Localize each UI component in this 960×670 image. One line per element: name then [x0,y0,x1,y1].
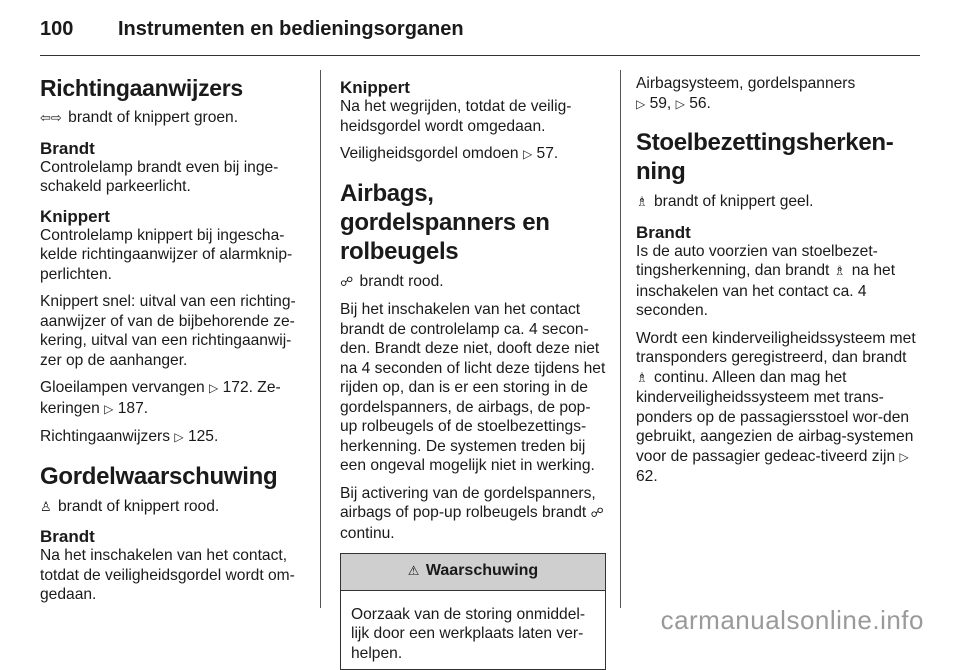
reference-arrow-icon: ▷ [209,381,219,395]
column-2 [340,74,606,670]
warning-text: Oorzaak van de storing onmiddel-lijk door een werkplaats laten ver-helpen. [351,605,586,662]
header-divider [40,55,920,56]
airbag-paragraph-1: Bij het inschakelen van het contact brandt de controlelamp ca. 4 secon-den. Brandt deze niet, dooft deze niet na 4 seconden of licht deze tijdens het rijden op, dan is er een storing in de gordelspanners, de airbags, de pop-up rolbeugels of de stoelbezettings-herkenning. De systemen treden bij een ongeval mogelijk niet in werking. [340,301,606,474]
brandt-2-text: Na het inschakelen van het contact, totdat de veiligheidsgordel wordt om-gedaan. [40,547,295,603]
warning-icon: ⚠ [407,564,420,579]
subheading-knippert-2: Knippert [340,78,410,97]
heading-airbags: Airbags, gordelspanners en rolbeugels [340,179,550,265]
knippert-snel-text: Knippert snel: uitval van een richting-aanwijzer of van de bijbehorende ze-kering, uitval van een richtingaanwij-zer op de aanhanger. [40,293,296,369]
gordel-intro: ♙ brandt of knippert rood. [40,497,220,515]
airbag-icon: ☍ [340,274,354,290]
reference-arrow-icon: ▷ [104,401,114,416]
warning-box [340,553,606,670]
warning-header: ⚠ Waarschuwing [341,554,605,591]
subheading-brandt-3: Brandt [636,222,691,242]
column-3 [636,74,916,495]
richting-reference: Richtingaanwijzers ▷ 125. [40,428,219,445]
page-header [40,18,464,48]
stoel-paragraph-1: Is de auto voorzien van stoelbezet-tingsherkenning, dan brandt ♗ na het inschakelen van het contact ca. 4 seconden. [636,242,896,319]
column-divider-1 [320,70,321,608]
seat-occupancy-icon: ♗ [636,370,648,386]
heading-gordelwaarschuwing: Gordelwaarschuwing [40,462,278,490]
airbag-system-reference: Airbagsysteem, gordelspanners [636,75,856,92]
airbag-system-refs: ▷ 59, ▷ 56. [636,94,711,112]
reference-arrow-icon: ▷ [675,96,685,111]
brandt-text: Controlelamp brandt even bij inge-schakeld parkeerlicht. [40,158,279,195]
stoel-paragraph-2: Wordt een kinderveiligheidssysteem met transponders geregistreerd, dan brandt ♗ continu. Alleen dan mag het kinderveiligheidssysteem met trans-ponders op de passagiersstoel wor-den gebruikt, aangezien de airbag-systemen voor de passagier gedeac-tiveerd zijn ▷ 62. [636,329,916,485]
subheading-brandt-2: Brandt [40,527,95,546]
knippert-text: Controlelamp knippert bij ingescha-kelde richtingaanwijzer of alarmknip-perlichten. [40,226,293,283]
subheading-brandt: Brandt [40,138,95,158]
gloeilampen-reference: Gloeilampen vervangen ▷ 172. Ze-keringen ▷ 187. [40,379,281,417]
stoel-intro: ♗ brandt of knippert geel. [636,193,814,210]
seatbelt-icon: ♙ [40,499,52,515]
column-1 [40,74,308,613]
reference-arrow-icon: ▷ [174,430,184,444]
knippert-2-text: Na het wegrijden, totdat de veilig-heidsgordel wordt omgedaan. [340,98,572,135]
page-number: 100 [40,18,74,40]
omdoen-reference: Veiligheidsgordel omdoen ▷ 57. [340,145,559,162]
column-divider-2 [620,70,621,608]
heading-richtingaanwijzers: Richtingaanwijzers [40,75,243,101]
page-title: Instrumenten en bedieningsorganen [118,18,464,40]
turn-signal-icon: ⇦⇨ [40,111,62,126]
airbag-icon: ☍ [590,506,604,521]
heading-stoelbezettingsherkenning: Stoelbezettingsherken-ning [636,129,894,185]
subheading-knippert: Knippert [40,206,110,226]
seat-occupancy-icon: ♗ [636,195,648,210]
airbag-paragraph-2: Bij activering van de gordelspanners, airbags of pop-up rolbeugels brandt ☍ continu. [340,484,604,542]
reference-arrow-icon: ▷ [899,449,909,464]
watermark: carmanualsonline.info [660,605,924,635]
reference-arrow-icon: ▷ [522,147,533,161]
airbag-intro: ☍ brandt rood. [340,272,444,290]
richting-intro: ⇦⇨ brandt of knippert groen. [40,109,239,126]
seat-occupancy-icon: ♗ [833,264,846,279]
reference-arrow-icon: ▷ [636,96,646,111]
